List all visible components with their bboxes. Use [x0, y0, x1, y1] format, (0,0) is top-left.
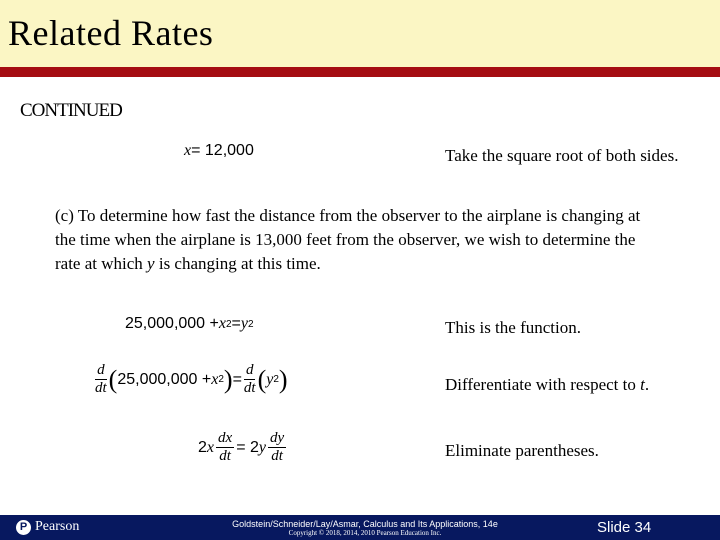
- function-y-exp: 2: [248, 318, 254, 330]
- continued-label: CONTINUED: [20, 100, 122, 121]
- derivative-operator-right: $\frac{d}{dt}$: [243, 362, 256, 396]
- dy-dt-fraction: $\frac{dy}{dt}$: [269, 430, 285, 464]
- part-c-paragraph: [55, 204, 665, 276]
- open-paren-left: (: [108, 364, 118, 394]
- elim-y: y: [258, 438, 266, 456]
- equation-function: [125, 315, 254, 333]
- pearson-logo-text: Pearson: [35, 519, 80, 534]
- note-eliminate: Eliminate parentheses.: [445, 441, 599, 460]
- equation-x-value: [184, 142, 254, 160]
- pearson-logo: [16, 519, 79, 535]
- function-x-exp: 2: [225, 318, 232, 330]
- diff-x-exp: 2: [218, 374, 224, 385]
- function-y: y: [240, 315, 248, 332]
- equation-var-x: x: [184, 142, 192, 159]
- function-eq: =: [231, 315, 241, 332]
- equation-eliminate: [198, 430, 288, 465]
- equation-differentiate: [93, 362, 288, 397]
- slide-title: Related Rates: [8, 13, 214, 53]
- part-c-text-after: is changing at this time.: [154, 254, 321, 273]
- note-differentiate-var: t: [640, 375, 645, 394]
- dx-dt-fraction: $\frac{dx}{dt}$: [218, 430, 233, 464]
- note-differentiate-end: .: [644, 375, 650, 394]
- footer-credit: [205, 519, 525, 538]
- note-differentiate: [445, 373, 649, 397]
- credit-line-2: Copyright © 2018, 2014, 2010 Pearson Education Inc.: [288, 529, 442, 537]
- function-x: x: [218, 315, 226, 332]
- close-paren-left: ): [223, 364, 233, 394]
- diff-eq: =: [232, 370, 242, 388]
- elim-x: x: [206, 438, 215, 456]
- elim-coef: 2: [198, 438, 207, 456]
- equation-value: = 12,000: [191, 142, 254, 159]
- diff-y-exp: 2: [273, 374, 279, 385]
- part-c-var-y: y: [147, 254, 155, 273]
- diff-x: x: [211, 370, 219, 388]
- part-c-text-before: (c) To determine how fast the distance from the observer to the airplane is changing at the time when the airplane is 13,000 feet from the observer, we wish to determine the rate at which: [55, 206, 641, 273]
- credit-line-1: Goldstein/Schneider/Lay/Asmar, Calculus and Its Applications, 14e: [232, 519, 498, 529]
- diff-y: y: [266, 370, 274, 388]
- pearson-logo-icon: P: [16, 520, 31, 535]
- diff-const: 25,000,000 +: [117, 370, 212, 388]
- note-differentiate-text: Differentiate with respect to: [445, 375, 641, 394]
- title-divider: [0, 67, 720, 77]
- note-function: This is the function.: [445, 318, 581, 337]
- open-paren-right: (: [257, 364, 267, 394]
- function-const: 25,000,000 +: [125, 315, 219, 332]
- slide-number: Slide 34: [597, 519, 652, 536]
- elim-eq: = 2: [236, 438, 259, 456]
- note-square-root: Take the square root of both sides.: [445, 146, 679, 165]
- derivative-operator-left: $\frac{d}{dt}$: [95, 362, 107, 396]
- close-paren-right: ): [278, 364, 288, 394]
